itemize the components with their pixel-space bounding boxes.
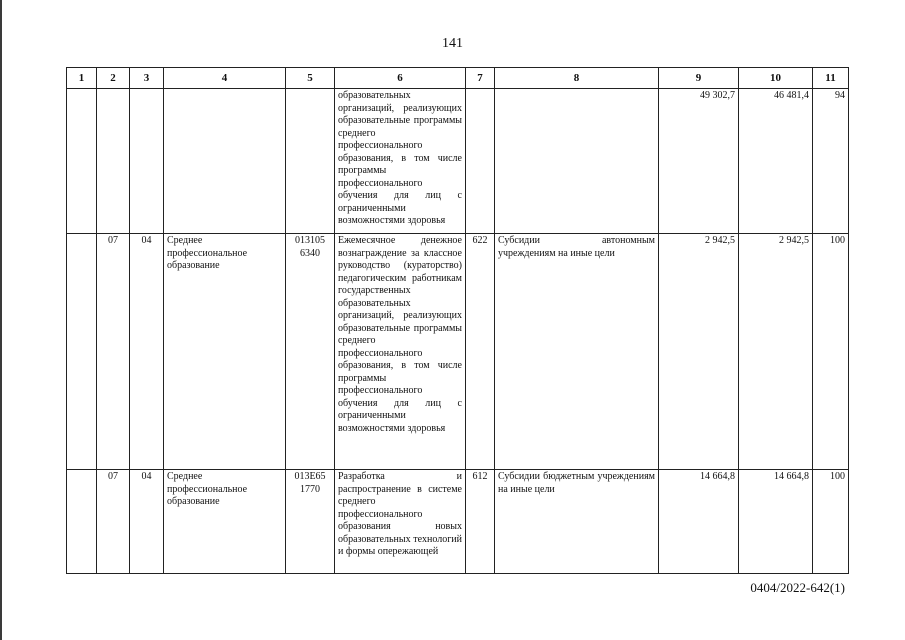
column-header: 6 [335, 68, 466, 89]
cell-planned-amount: 49 302,7 [659, 89, 739, 234]
cell-row-number [67, 234, 97, 470]
column-header: 5 [286, 68, 335, 89]
table-row [67, 234, 849, 470]
column-header: 7 [466, 68, 495, 89]
column-header: 10 [739, 68, 813, 89]
cell-subsection: 04 [130, 234, 164, 470]
cell-percent: 100 [813, 234, 849, 470]
cell-actual-amount: 46 481,4 [739, 89, 813, 234]
cell-target-name: Ежемесячное денежное вознаграждение за классное руководство (кураторство) педагогическим работникам государственных образовательных организаций, реализующих образовательные программы среднего профессионального образования, в том числе программы профессионального обучения для лиц с ограниченными возможностями здоровья [335, 234, 466, 470]
budget-table [66, 67, 849, 574]
column-header: 1 [67, 68, 97, 89]
cell-row-number [67, 89, 97, 234]
cell-section-name [164, 89, 286, 234]
cell-target-code: 013E65 1770 [286, 470, 335, 574]
cell-actual-amount: 2 942,5 [739, 234, 813, 470]
cell-expense-name [495, 89, 659, 234]
table-row [67, 470, 849, 574]
cell-target-code: 013105 6340 [286, 234, 335, 470]
column-header: 2 [97, 68, 130, 89]
cell-expense-name: Субсидии автономным учреждениям на иные цели [495, 234, 659, 470]
cell-row-number [67, 470, 97, 574]
column-header: 4 [164, 68, 286, 89]
cell-section-name: Среднее профессиональное образование [164, 470, 286, 574]
cell-planned-amount: 14 664,8 [659, 470, 739, 574]
document-code: 0404/2022-642(1) [750, 580, 845, 595]
cell-target-name: образовательных организаций, реализующих образовательные программы среднего профессионального образования, в том числе программы профессионального обучения для лиц с ограниченными возможностями здоровья [335, 89, 466, 234]
cell-percent: 94 [813, 89, 849, 234]
cell-section [97, 89, 130, 234]
cell-target-code [286, 89, 335, 234]
column-header: 9 [659, 68, 739, 89]
column-header: 11 [813, 68, 849, 89]
scan-edge [0, 0, 2, 640]
cell-actual-amount: 14 664,8 [739, 470, 813, 574]
column-header: 8 [495, 68, 659, 89]
cell-section: 07 [97, 470, 130, 574]
cell-subsection: 04 [130, 470, 164, 574]
cell-expense-code: 612 [466, 470, 495, 574]
column-number-row [67, 68, 849, 89]
cell-expense-name: Субсидии бюджетным учреждениям на иные цели [495, 470, 659, 574]
cell-section: 07 [97, 234, 130, 470]
cell-target-name: Разработка и распространение в системе среднего профессионального образования новых образовательных технологий и формы опережающей [335, 470, 466, 574]
column-header: 3 [130, 68, 164, 89]
cell-percent: 100 [813, 470, 849, 574]
page-number: 141 [442, 36, 463, 51]
cell-section-name: Среднее профессиональное образование [164, 234, 286, 470]
table-row [67, 89, 849, 234]
cell-planned-amount: 2 942,5 [659, 234, 739, 470]
cell-expense-code: 622 [466, 234, 495, 470]
cell-subsection [130, 89, 164, 234]
cell-expense-code [466, 89, 495, 234]
